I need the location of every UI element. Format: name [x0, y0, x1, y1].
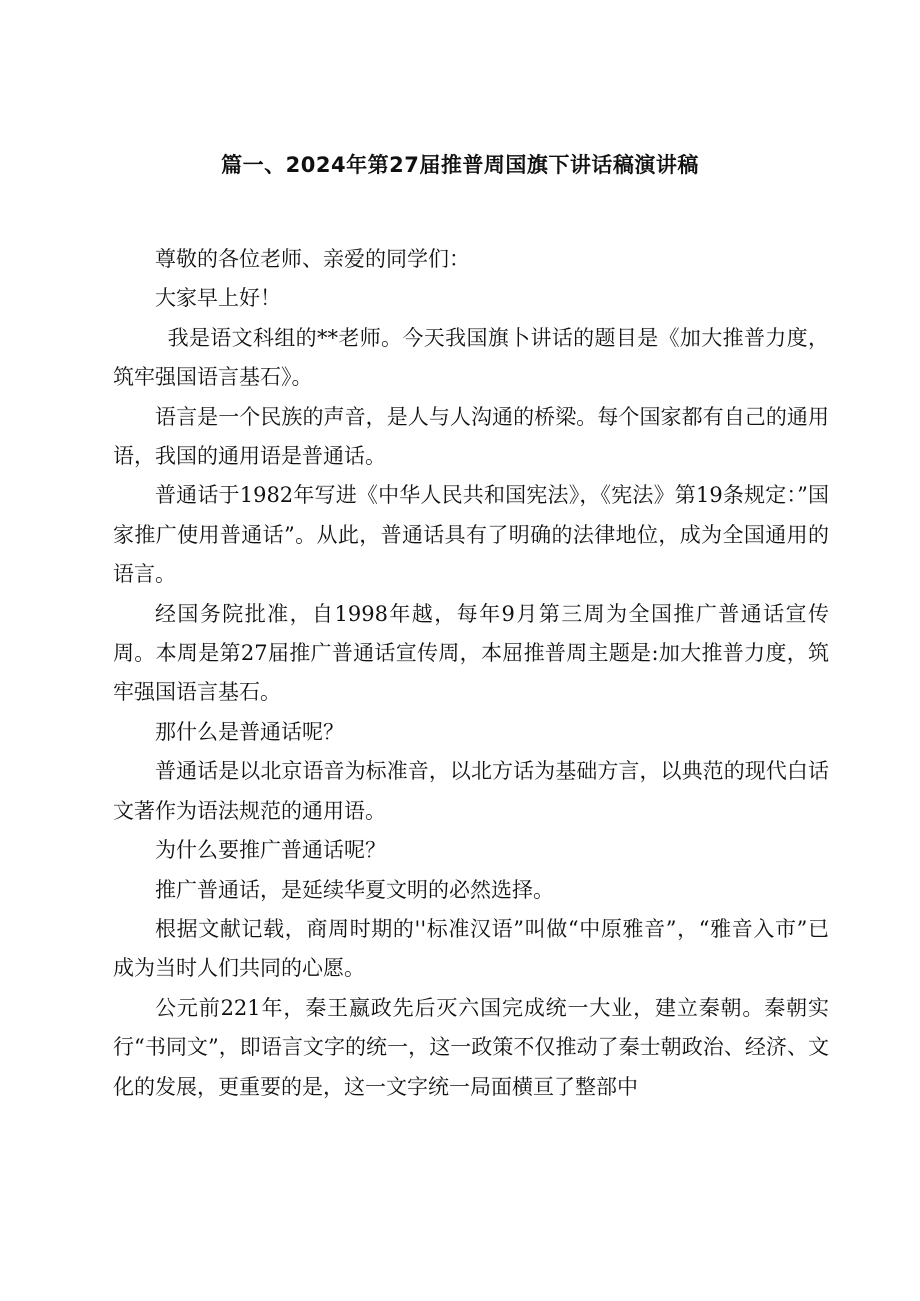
- document-title: 篇一、2024年第27届推普周国旗下讲话稿演讲稿: [221, 153, 699, 177]
- paragraph-intro: 我是语文科组的**老师。今天我国旗卜讲话的题目是《加大推普力度，筑牢强国语言基石》。: [113, 325, 829, 390]
- document-body: [113, 240, 829, 1107]
- paragraph-constitution: 普通话于1982年写进《中华人民共和国宪法》，《宪法》第19条规定：”国家推广使用普通话”。从此，普通话具有了明确的法律地位，成为全国通用的语言。: [113, 483, 829, 587]
- paragraph-definition: 普通话是以北京语音为标准音，以北方话为基础方言，以典范的现代白话文著作为语法规范的通用语。: [113, 759, 829, 823]
- paragraph-qin-dynasty: 公元前221年，秦王嬴政先后灭六国完成统一大业，建立秦朝。秦朝实行“书同文”，即语言文字的统一，这一政策不仅推动了秦士朝政治、经济、文化的发展，更重要的是，这一文字统一局面横亘了整部中: [113, 995, 829, 1099]
- paragraph-language: 语言是一个民族的声音，是人与人沟通的桥梁。每个国家都有自己的通用语，我国的通用语是普通话。: [113, 404, 829, 469]
- paragraph-good-morning: 大家早上好！: [155, 286, 281, 311]
- paragraph-question-why: 为什么要推广普通话呢？: [155, 838, 386, 863]
- paragraph-history: 根据文献记载，商周时期的''标准汉语”叫做“中原雅音”，“雅音入市”已成为当时人们共同的心愿。: [113, 916, 829, 981]
- paragraph-civilization: 推广普通话，是延续华夏文明的必然选择。: [155, 877, 554, 902]
- paragraph-promotion-week: 经国务院批准，自1998年越，每年9月第三周为全国推广普通话宣传周。本周是第27届推广普通话宣传周，本屈推普周主题是:加大推普力度，筑牢强国语言基石。: [113, 601, 829, 705]
- paragraph-question-what: 那什么是普通话呢？: [155, 719, 344, 744]
- paragraph-greeting: 尊敬的各位老师、亲爱的同学们：: [155, 247, 470, 271]
